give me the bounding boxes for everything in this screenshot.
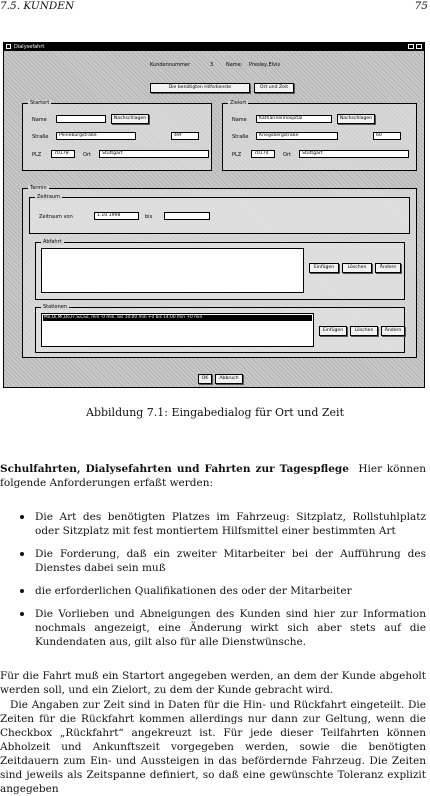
abfahrt-loeschen-button[interactable]: Löschen xyxy=(342,263,372,273)
ziel-name-input[interactable]: Katharinenhospital xyxy=(256,115,332,123)
list-item: die erforderlichen Qualifikationen des oder der Mitarbeiter xyxy=(0,584,426,598)
zielort-group xyxy=(222,100,417,171)
dialysefahrt-dialog xyxy=(3,42,425,388)
start-hausnummer-input[interactable]: 49f xyxy=(171,132,199,140)
section-intro: Hier können folgende Anforderungen erfaßt werden: xyxy=(0,463,426,489)
window-controls xyxy=(406,44,422,52)
termin-group xyxy=(22,185,417,358)
requirements-list xyxy=(0,510,426,658)
abbruch-button[interactable]: Abbruch xyxy=(215,374,243,384)
start-plz-label: PLZ xyxy=(32,152,42,158)
hilfsdienste-button[interactable]: Die benötigten Hilfsdienste xyxy=(150,83,250,93)
abfahrt-title: Abfahrt xyxy=(43,239,62,245)
list-item: Die Vorlieben und Abneigungen des Kunden sind hier zur Information nochmals angezeigt, eine Änderung wirkt sich aber stets auf die Kundendaten aus, gilt also für alle Dienstwünsche. xyxy=(0,607,426,649)
kundenname-label: Name: xyxy=(226,62,243,68)
abfahrt-einfuegen-button[interactable]: Einfügen xyxy=(309,263,339,273)
zielort-title: Zielort xyxy=(230,100,247,106)
page-number: 75 xyxy=(414,0,428,12)
window-menu-icon[interactable] xyxy=(6,44,11,49)
zeitraum-bis-input[interactable] xyxy=(164,212,210,220)
ziel-plz-label: PLZ xyxy=(232,152,242,158)
start-strasse-input[interactable]: Peineburgstraße xyxy=(56,132,136,140)
start-ort-label: Ort xyxy=(83,152,91,158)
start-name-label: Name xyxy=(32,117,47,123)
stationen-loeschen-button[interactable]: Löschen xyxy=(350,326,378,336)
kundennummer-value: 3 xyxy=(210,62,214,68)
page-header xyxy=(0,0,430,14)
section-paragraph xyxy=(0,462,426,490)
maximize-icon[interactable] xyxy=(416,44,422,49)
list-item: Die Art des benötigten Platzes im Fahrzeug: Sitzplatz, Rollstuhlplatz oder Sitzplatz mit fest montiertem Hilfsmittel einer bestimmten Art xyxy=(0,510,426,538)
paragraph-zeiten: Die Angaben zur Zeit sind in Daten für die Hin- und Rückfahrt eingeteilt. Die Zeiten für die Rückfahrt kommen allerdings nur dann zur Geltung, wenn die Checkbox „Rückfahrt“ angekreuzt ist. Für jede dieser Teilfahrten können Abholzeit und Ankunftszeit vorgegeben werden, sowie die benötigten Zeitdauern zum Ein- und Aussteigen in das befördernde Fahrzeug. Die Zeiten sind jeweils als Zeitspanne definiert, so daß eine gewünschte Toleranz explizit angegeben xyxy=(0,699,426,795)
startort-title: Startort xyxy=(30,100,50,106)
ziel-strasse-label: Straße xyxy=(232,134,249,140)
abfahrt-list[interactable] xyxy=(41,248,304,293)
zeitraum-von-label: Zeitraum von xyxy=(39,214,73,220)
zeitraum-bis-label: bis xyxy=(145,214,153,220)
startort-group xyxy=(22,100,212,171)
zeitraum-von-input[interactable]: 1.10.1998 xyxy=(94,212,139,220)
list-item: Die Forderung, daß ein zweiter Mitarbeiter bei der Aufführung des Dienstes dabei sein muß xyxy=(0,547,426,575)
stationen-aendern-button[interactable]: Ändern xyxy=(381,326,405,336)
kundenname-value: Presley,Elvis xyxy=(249,62,281,68)
paragraph-startort: Für die Fahrt muß ein Startort angegeben werden, an dem der Kunde abgeholt werden soll, und ein Zielort, zu dem der Kunde gebracht wird. xyxy=(0,670,426,696)
zeitraum-group xyxy=(29,194,410,234)
stationen-group xyxy=(35,304,405,353)
minimize-icon[interactable] xyxy=(408,44,414,49)
start-plz-input[interactable]: 70178 xyxy=(51,150,75,158)
ziel-name-label: Name xyxy=(232,117,247,123)
ziel-ort-input[interactable]: Stuttgart xyxy=(299,150,409,158)
abfahrt-group xyxy=(35,239,405,300)
dialog-title: Dialysefahrt xyxy=(14,44,45,50)
start-strasse-label: Straße xyxy=(32,134,49,140)
running-head: 7.5. KUNDEN xyxy=(0,0,75,12)
ziel-ort-label: Ort xyxy=(283,152,291,158)
ziel-strasse-input[interactable]: Kriegsbergstraße xyxy=(256,132,338,140)
ziel-plz-input[interactable]: 70174 xyxy=(251,150,275,158)
termin-title: Termin xyxy=(30,185,47,191)
dialog-titlebar xyxy=(4,43,424,51)
start-ort-input[interactable]: Stuttgart xyxy=(99,150,209,158)
stationen-selected-item[interactable]: Mo,Di,Mi,Do,Fr,Sa,So, min -0 min, bis 10:00 min +0 bis 14:00 min +0 min xyxy=(43,315,312,321)
abfahrt-aendern-button[interactable]: Ändern xyxy=(375,263,401,273)
section-heading: Schulfahrten, Dialysefahrten und Fahrten zur Tagespflege xyxy=(0,463,349,475)
ort-und-zeit-button[interactable]: Ort und Zeit xyxy=(254,83,294,93)
zeitraum-title: Zeitraum xyxy=(37,194,61,200)
stationen-einfuegen-button[interactable]: Einfügen xyxy=(319,326,347,336)
ziel-nachschlagen-button[interactable]: Nachschlagen xyxy=(337,114,375,124)
start-nachschlagen-button[interactable]: Nachschlagen xyxy=(111,114,149,124)
start-name-input[interactable] xyxy=(56,115,106,123)
ok-button[interactable]: OK xyxy=(198,374,212,384)
ziel-hausnummer-input[interactable]: 60 xyxy=(373,132,401,140)
stationen-list[interactable] xyxy=(41,313,314,347)
figure-caption: Abbildung 7.1: Eingabedialog für Ort und Zeit xyxy=(86,406,344,419)
kundennummer-label: Kundennummer xyxy=(150,62,190,68)
stationen-title: Stationen xyxy=(43,304,68,310)
